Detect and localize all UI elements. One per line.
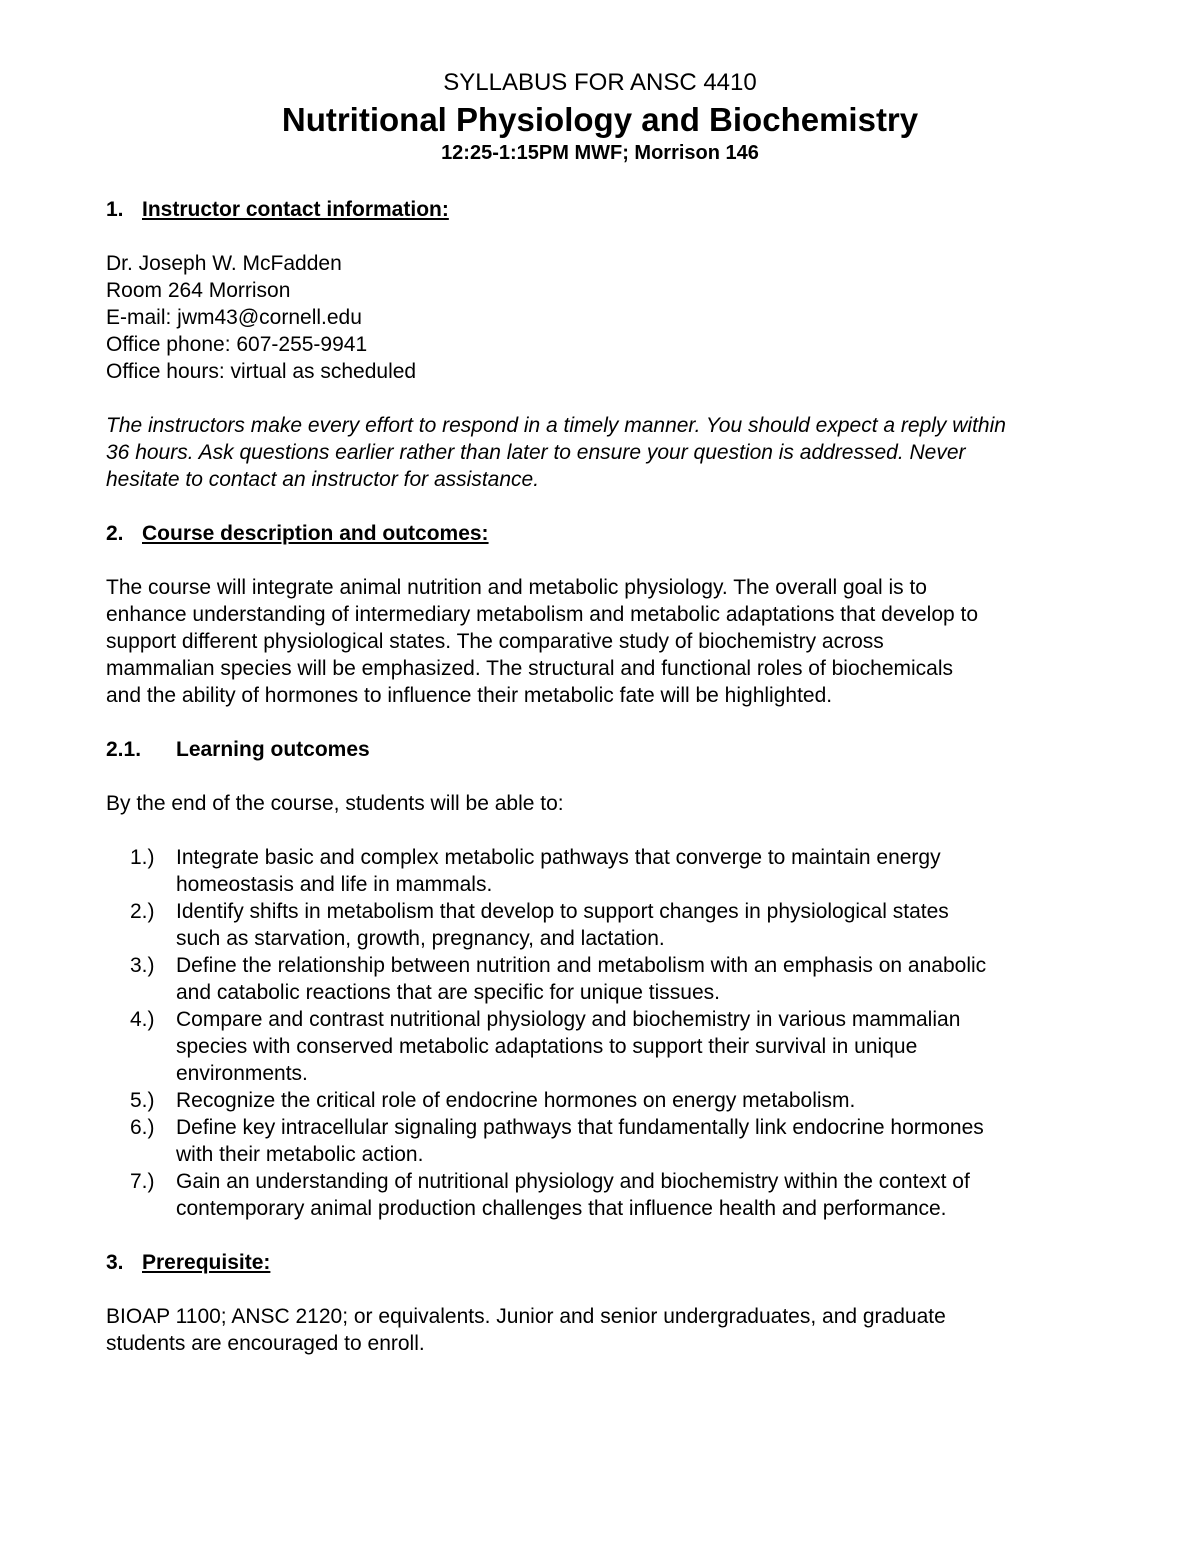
- course-code: SYLLABUS FOR ANSC 4410: [443, 69, 757, 96]
- prerequisite-line: BIOAP 1100; ANSC 2120; or equivalents. Junior and senior undergraduates, and graduate: [106, 1305, 946, 1328]
- prerequisite-text: [106, 1303, 1106, 1357]
- outcome-text: Integrate basic and complex metabolic pathways that converge to maintain energy: [176, 846, 941, 869]
- section-3-number: 3.: [106, 1251, 124, 1274]
- outcome-text: Gain an understanding of nutritional physiology and biochemistry within the context of: [176, 1170, 970, 1193]
- outcome-text: Compare and contrast nutritional physiology and biochemistry in various mammalian: [176, 1008, 961, 1031]
- outcome-number: 2.): [130, 900, 155, 923]
- section-1-title: Instructor contact information:: [142, 198, 449, 221]
- list-item: [130, 1087, 1106, 1114]
- section-2-title: Course description and outcomes:: [142, 522, 489, 545]
- document-header: [0, 68, 1200, 166]
- section-2-heading: [106, 520, 1106, 547]
- section-1-heading: [106, 196, 1106, 223]
- course-schedule: 12:25-1:15PM MWF; Morrison 146: [441, 142, 759, 164]
- response-note-line: hesitate to contact an instructor for assistance.: [106, 468, 540, 491]
- section-2-1-title: Learning outcomes: [176, 738, 370, 761]
- section-1-number: 1.: [106, 198, 124, 221]
- outcome-text: Identify shifts in metabolism that develop to support changes in physiological states: [176, 900, 949, 923]
- outcome-text: Define the relationship between nutrition and metabolism with an emphasis on anabolic: [176, 954, 987, 977]
- prerequisite-line: students are encouraged to enroll.: [106, 1332, 425, 1355]
- instructor-room: Room 264 Morrison: [106, 279, 291, 302]
- section-3-heading: [106, 1249, 1106, 1276]
- instructor-name: Dr. Joseph W. McFadden: [106, 252, 342, 275]
- instructor-office-hours: Office hours: virtual as scheduled: [106, 360, 417, 383]
- outcomes-intro: By the end of the course, students will be able to:: [106, 792, 564, 815]
- list-item: [130, 1114, 1106, 1168]
- outcome-number: 6.): [130, 1116, 155, 1139]
- outcome-text: and catabolic reactions that are specific for unique tissues.: [176, 981, 720, 1004]
- learning-outcomes-list: [106, 844, 1106, 1222]
- outcome-number: 5.): [130, 1089, 155, 1112]
- response-note-line: The instructors make every effort to respond in a timely manner. You should expect a reply within: [106, 414, 1006, 437]
- outcome-text: such as starvation, growth, pregnancy, and lactation.: [176, 927, 665, 950]
- outcome-text: homeostasis and life in mammals.: [176, 873, 493, 896]
- outcome-text: Define key intracellular signaling pathways that fundamentally link endocrine hormones: [176, 1116, 984, 1139]
- outcome-text: Recognize the critical role of endocrine hormones on energy metabolism.: [176, 1089, 856, 1112]
- list-item: [130, 1168, 1106, 1222]
- section-2-1-heading: [106, 736, 1106, 763]
- outcome-text: species with conserved metabolic adaptations to support their survival in unique: [176, 1035, 918, 1058]
- description-line: and the ability of hormones to influence their metabolic fate will be highlighted.: [106, 684, 833, 707]
- list-item: [130, 844, 1106, 898]
- description-line: mammalian species will be emphasized. The structural and functional roles of biochemicals: [106, 657, 954, 680]
- instructor-phone: Office phone: 607-255-9941: [106, 333, 368, 356]
- instructor-email: E-mail: jwm43@cornell.edu: [106, 306, 362, 329]
- instructor-contact: [106, 250, 1106, 385]
- outcome-text: contemporary animal production challenges that influence health and performance.: [176, 1197, 947, 1220]
- section-2-1-number: 2.1.: [106, 738, 142, 761]
- outcome-number: 7.): [130, 1170, 155, 1193]
- course-description: [106, 574, 1106, 709]
- response-note: [106, 412, 1106, 493]
- outcome-text: with their metabolic action.: [176, 1143, 424, 1166]
- list-item: [130, 1006, 1106, 1087]
- course-title: Nutritional Physiology and Biochemistry: [281, 101, 919, 138]
- response-note-line: 36 hours. Ask questions earlier rather than later to ensure your question is addressed. Never: [106, 441, 966, 464]
- description-line: enhance understanding of intermediary metabolism and metabolic adaptations that develop to: [106, 603, 979, 626]
- outcome-number: 1.): [130, 846, 155, 869]
- description-line: The course will integrate animal nutrition and metabolic physiology. The overall goal is to: [106, 576, 927, 599]
- outcome-number: 4.): [130, 1008, 155, 1031]
- document-body: [106, 196, 1106, 1357]
- outcome-number: 3.): [130, 954, 155, 977]
- list-item: [130, 952, 1106, 1006]
- section-2-number: 2.: [106, 522, 124, 545]
- outcome-text: environments.: [176, 1062, 308, 1085]
- description-line: support different physiological states. The comparative study of biochemistry across: [106, 630, 884, 653]
- list-item: [130, 898, 1106, 952]
- section-3-title: Prerequisite:: [142, 1251, 271, 1274]
